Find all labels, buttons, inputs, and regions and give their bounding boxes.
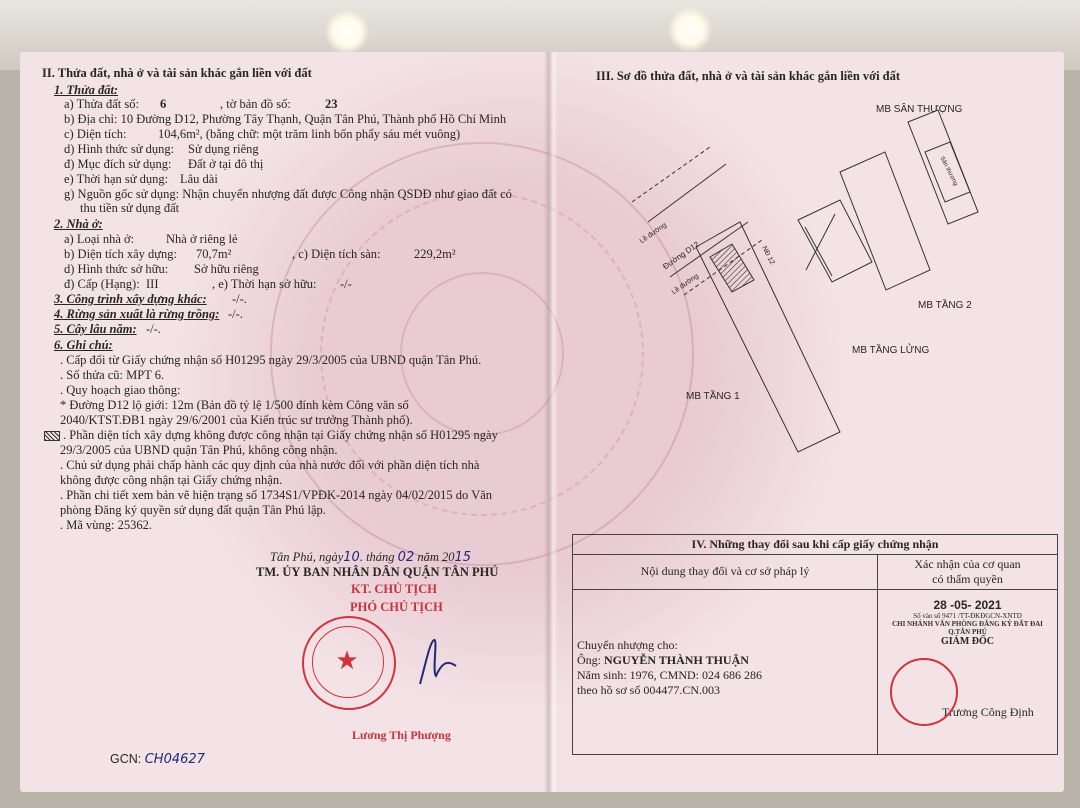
note-line: phòng Đăng ký quyền sử dụng đất quận Tân Phú lập. (60, 503, 326, 517)
date-month: 02 (397, 550, 415, 565)
confirm-signer: Trương Công Định (942, 705, 1034, 719)
floor-area-value: 229,2m² (414, 247, 456, 261)
address: b) Địa chỉ: 10 Đường D12, Phường Tây Thạnh, Quận Tân Phú, Thành phố Hồ Chí Minh (64, 112, 507, 126)
note-line: . Mã vùng: 25362. (60, 518, 153, 532)
house-heading: 2. Nhà ở: (54, 217, 103, 231)
signer-name-left: Lương Thị Phượng (352, 728, 451, 742)
note-line: . Cấp đổi từ Giấy chứng nhận số H01295 ngày 29/3/2005 của UBND quận Tân Phú. (60, 353, 482, 367)
plan-label-roof: MB SÂN THƯỢNG (876, 104, 963, 115)
plan-label-floor1: MB TẦNG 1 (686, 391, 740, 402)
plan-label-road: Đường D12 (661, 239, 701, 272)
confirm-role: GIÁM ĐỐC (940, 636, 995, 647)
house-type-label: a) Loại nhà ở: (64, 232, 135, 246)
purpose-label: đ) Mục đích sử dụng: (64, 157, 172, 171)
note-hatch-text: . Phần diện tích xây dựng không được công nhận tại Giấy chứng nhận số H01295 ngày (63, 428, 498, 442)
forest-label: 4. Rừng sản xuất là rừng trồng: (54, 307, 220, 321)
changes-confirmation (878, 590, 1058, 755)
plan-label-floor2: MB TẦNG 2 (918, 300, 972, 311)
left-section-title: II. Thửa đất, nhà ở và tài sản khác gắn liền với đất (42, 66, 312, 80)
area-label: c) Diện tích: (64, 127, 127, 141)
origin-line2: thu tiền sử dụng đất (80, 201, 180, 215)
other-works-value: -/-. (232, 292, 247, 306)
changes-title: IV. Những thay đổi sau khi cấp giấy chứng nhận (573, 535, 1058, 555)
parcel-label: a) Thửa đất số: (64, 97, 139, 111)
confirm-office: CHI NHÁNH VĂN PHÒNG ĐĂNG KÝ ĐẤT ĐAI Q.TÂN PHÚ (892, 620, 1043, 636)
signature-left (412, 632, 462, 692)
land-heading: 1. Thửa đất: (54, 83, 119, 97)
use-form-label: d) Hình thức sử dụng: (64, 142, 175, 156)
signing-role1: KT. CHỦ TỊCH (351, 582, 438, 596)
own-term-value: -/- (340, 277, 352, 291)
ownership-label: d) Hình thức sở hữu: (64, 262, 169, 276)
plan-label-terrace: Sân thượng (938, 155, 959, 187)
gcn-number: GCN: CH04627 (110, 752, 205, 767)
official-seal-right (890, 658, 958, 726)
parcel-no: 6 (160, 97, 167, 111)
ceiling-light (668, 8, 712, 52)
note-line: . Phần chi tiết xem bản vẽ hiện trạng số 1734S1/VPĐK-2014 ngày 04/02/2015 do Văn (60, 488, 493, 502)
ceiling-light (325, 10, 369, 54)
note-line: 2040/KTST.ĐB1 ngày 29/6/2001 của Kiến trúc sư trưởng Thành phố). (60, 413, 413, 427)
note-line: * Đường D12 lộ giới: 12m (Bản đồ tỷ lệ 1/500 đính kèm Công văn số (60, 398, 409, 412)
built-area-value: 70,7m² (196, 247, 232, 261)
note-line: . Chủ sử dụng phải chấp hành các quy định của nhà nước đối với phần diện tích nhà (60, 458, 480, 472)
note-line: . Số thửa cũ: MPT 6. (60, 368, 165, 382)
note-line: . Quy hoạch giao thông: (60, 383, 181, 397)
origin-line1: g) Nguồn gốc sử dụng: Nhận chuyển nhượng đất được Công nhận QSDĐ như giao đất có (64, 187, 512, 201)
plan-label-mezzanine: MB TẦNG LỬNG (852, 345, 930, 356)
floor-plan-diagram (20, 52, 1064, 532)
area-value: 104,6m², (bằng chữ: một trăm linh bốn phẩy sáu mét vuông) (158, 127, 461, 141)
purpose-value: Đất ở tại đô thị (188, 157, 264, 171)
trees-label: 5. Cây lâu năm: (54, 322, 137, 336)
notes-heading: 6. Ghi chú: (54, 338, 113, 352)
ownership-value: Sở hữu riêng (194, 262, 259, 276)
confirm-ref: Số vào sổ 9471 /TT-ĐKĐGCN-XNTD (913, 612, 1022, 620)
map-no: 23 (325, 97, 338, 111)
note-line: không được công nhận tại Giấy chứng nhận. (60, 473, 283, 487)
own-term-label: , e) Thời hạn sở hữu: (212, 277, 317, 291)
changes-table (572, 534, 1058, 755)
changes-col1-header: Nội dung thay đổi và cơ sở pháp lý (573, 555, 878, 590)
term-label: e) Thời hạn sử dụng: (64, 172, 169, 186)
date-day: 10 (343, 550, 360, 565)
map-label: , tờ bản đồ số: (220, 97, 291, 111)
plan-label-curb: Lề đường (670, 272, 700, 297)
other-works-label: 3. Công trình xây dựng khác: (54, 292, 207, 306)
trees-value: -/-. (146, 322, 161, 336)
use-form-value: Sử dụng riêng (188, 142, 259, 156)
house-type-value: Nhà ở riêng lẻ (166, 232, 238, 246)
grade-value: III (146, 277, 159, 291)
floor-area-label: , c) Diện tích sàn: (292, 247, 381, 261)
confirm-date: 28 -05- 2021 (933, 598, 1002, 612)
changes-col2-header: Xác nhận của cơ quan có thẩm quyền (878, 555, 1058, 590)
signing-role2: PHÓ CHỦ TỊCH (350, 600, 443, 614)
built-area-label: b) Diện tích xây dựng: (64, 247, 178, 261)
right-section-title: III. Sơ đồ thửa đất, nhà ở và tài sản khác gắn liền với đất (596, 69, 901, 83)
term-value: Lâu dài (180, 172, 218, 186)
plan-label-nd: NĐ 12 (760, 245, 776, 266)
date-year: 15 (454, 550, 472, 565)
grade-label: đ) Cấp (Hạng): (64, 277, 140, 291)
note-line: 29/3/2005 của UBND quận Tân Phú, không công nhận. (60, 443, 338, 457)
changes-entry: Chuyển nhượng cho: Ông: NGUYỄN THÀNH THUẬN Năm sinh: 1976, CMND: 024 686 286 theo hồ sơ số 004477.CN.003 (573, 590, 878, 755)
place-date: Tân Phú, ngày10. tháng 02 năm 2015 (270, 550, 472, 565)
certificate-sheet (20, 52, 1064, 792)
signing-org: TM. ỦY BAN NHÂN DÂN QUẬN TÂN PHÚ (256, 565, 499, 579)
forest-value: -/-. (228, 307, 243, 321)
plan-label-curb: Lề đường (638, 221, 668, 246)
seal-star-icon: ★ (335, 646, 359, 675)
